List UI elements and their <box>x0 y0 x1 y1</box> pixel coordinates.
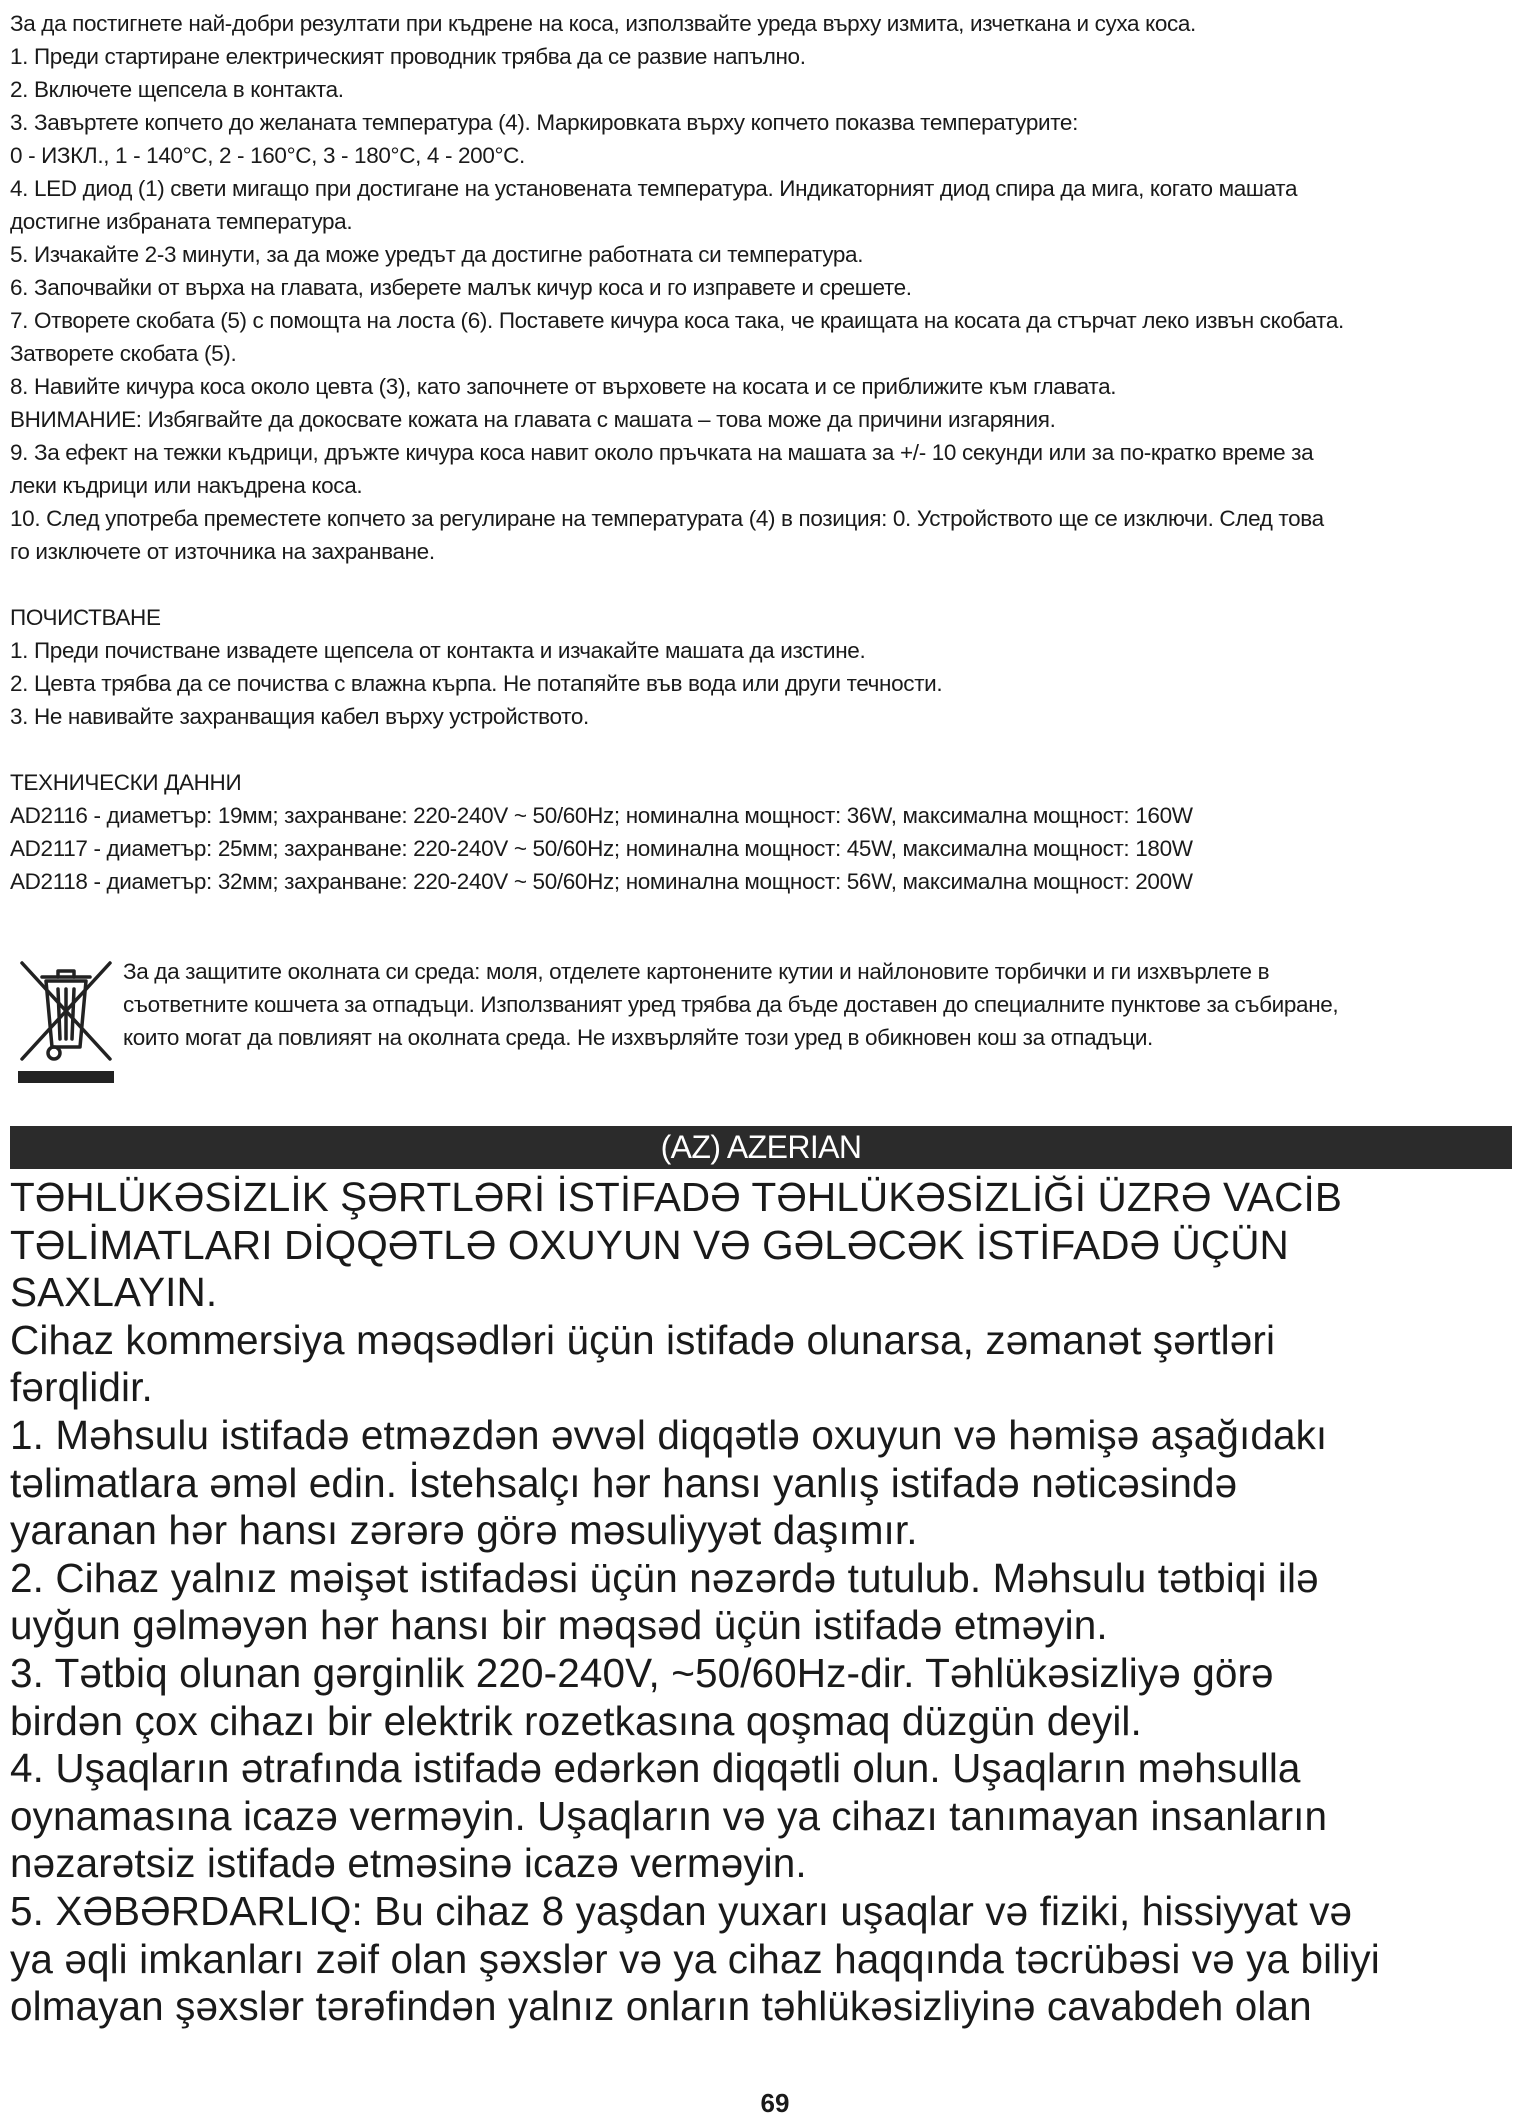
weee-line: За да защитите околната си среда: моля, отделете картонените кутии и найлоновите торбички и ги изхвърлете в <box>123 959 1270 984</box>
az-line: fərqlidir. <box>10 1364 153 1411</box>
az-line: olmayan şəxslər tərəfindən yalnız onların təhlükəsizliyinə cavabdeh olan <box>10 1983 1312 2030</box>
cleaning-line: 1. Преди почистване извадете щепсела от контакта и изчакайте машата да изстине. <box>10 638 866 663</box>
az-line: SAXLAYIN. <box>10 1269 218 1316</box>
az-line: birdən çox cihazı bir elektrik rozetkasına qoşmaq düzgün deyil. <box>10 1697 1142 1744</box>
tech-line: AD2118 - диаметър: 32мм; захранване: 220-240V ~ 50/60Hz; номинална мощност: 56W, максимална мощност: 200W <box>10 869 1193 894</box>
cleaning-line: 3. Не навивайте захранващия кабел върху устройството. <box>10 704 589 729</box>
az-line: 4. Uşaqların ətrafında istifadə edərkən diqqətli olun. Uşaqların məhsulla <box>10 1745 1301 1792</box>
bg-step-line: 6. Започвайки от върха на главата, изберете малък кичур коса и го изправете и срешете. <box>10 275 912 300</box>
az-line: TƏLİMATLARI DİQQƏTLƏ OXUYUN VƏ GƏLƏCƏK İSTİFADƏ ÜÇÜN <box>10 1221 1289 1268</box>
cleaning-heading: ПОЧИСТВАНЕ <box>10 605 161 630</box>
weee-line: които могат да повлияят на околната среда. Не изхвърляйте този уред в обикновен кош за отпадъци. <box>123 1025 1153 1050</box>
bg-intro: За да постигнете най-добри резултати при къдрене на коса, използвайте уреда върху измита, изчеткана и суха коса. <box>10 11 1196 36</box>
bg-step-line: 1. Преди стартиране електрическият проводник трябва да се развие напълно. <box>10 44 806 69</box>
bg-step-line: го изключете от източника на захранване. <box>10 539 435 564</box>
tech-line: AD2117 - диаметър: 25мм; захранване: 220-240V ~ 50/60Hz; номинална мощност: 45W, максимална мощност: 180W <box>10 836 1193 861</box>
az-line: uyğun gəlməyən hər hansı bir məqsəd üçün istifadə etməyin. <box>10 1602 1108 1649</box>
az-line: oynamasına icazə verməyin. Uşaqların və ya cihazı tanımayan insanların <box>10 1792 1328 1839</box>
crossed-out-wheelie-bin-icon <box>14 955 118 1087</box>
az-line: TƏHLÜKƏSİZLİK ŞƏRTLƏRİ İSTİFADƏ TƏHLÜKƏSİZLİĞİ ÜZRƏ VACİB <box>10 1174 1342 1220</box>
weee-text <box>123 955 1508 1054</box>
az-line: 5. XƏBƏRDARLIQ: Bu cihaz 8 yaşdan yuxarı uşaqlar və fiziki, hissiyyat və <box>10 1887 1353 1934</box>
az-line: 2. Cihaz yalnız məişət istifadəsi üçün nəzərdə tutulub. Məhsulu tətbiqi ilə <box>10 1554 1319 1601</box>
az-line: 3. Tətbiq olunan gərginlik 220-240V, ~50/60Hz-dir. Təhlükəsizliyə görə <box>10 1649 1274 1696</box>
tech-heading: ТЕХНИЧЕСКИ ДАННИ <box>10 770 242 795</box>
az-instructions <box>10 1174 1510 2031</box>
bg-step-line: 3. Завъртете копчето до желаната температура (4). Маркировката върху копчето показва температурите: <box>10 110 1078 135</box>
az-line: nəzarətsiz istifadə etməsinə icazə verməyin. <box>10 1840 807 1887</box>
bg-step-line: 0 - ИЗКЛ., 1 - 140°C, 2 - 160°C, 3 - 180°C, 4 - 200°C. <box>10 143 525 168</box>
cleaning-line: 2. Цевта трябва да се почиства с влажна кърпа. Не потапяйте във вода или други течности. <box>10 671 943 696</box>
bg-step-line: леки къдрици или накъдрена коса. <box>10 473 363 498</box>
az-line: 1. Məhsulu istifadə etməzdən əvvəl diqqətlə oxuyun və həmişə aşağıdakı <box>10 1411 1328 1458</box>
bg-step-line: 7. Отворете скобата (5) с помощта на лоста (6). Поставете кичура коса така, че краищата на косата да стърчат леко извън скобата. <box>10 308 1344 333</box>
language-banner: (AZ) AZERIAN <box>10 1126 1512 1169</box>
bg-step-line: 9. За ефект на тежки къдрици, дръжте кичура коса навит около пръчката на машата за +/- 10 секунди или за по-кратко време за <box>10 440 1314 465</box>
az-line: ya əqli imkanları zəif olan şəxslər və ya cihaz haqqında təcrübəsi və ya biliyi <box>10 1935 1380 1982</box>
az-line: Cihaz kommersiya məqsədləri üçün istifadə olunarsa, zəmanət şərtləri <box>10 1316 1276 1363</box>
bg-step-line: достигне избраната температура. <box>10 209 353 234</box>
tech-line: AD2116 - диаметър: 19мм; захранване: 220-240V ~ 50/60Hz; номинална мощност: 36W, максимална мощност: 160W <box>10 803 1193 828</box>
az-line: təlimatlara əməl edin. İstehsalçı hər hansı yanlış istifadə nəticəsində <box>10 1459 1238 1506</box>
bg-step-line: 5. Изчакайте 2-3 минути, за да може уредът да достигне работната си температура. <box>10 242 864 267</box>
az-line: yaranan hər hansı zərərə görə məsuliyyət daşımır. <box>10 1507 918 1554</box>
page-number: 69 <box>760 2088 790 2118</box>
bg-step-line: 2. Включете щепсела в контакта. <box>10 77 344 102</box>
bg-step-line: Затворете скобата (5). <box>10 341 237 366</box>
weee-notice <box>10 955 1510 1095</box>
bg-step-line: 4. LED диод (1) свети мигащо при достигане на установената температура. Индикаторният диод спира да мига, когато машата <box>10 176 1298 201</box>
weee-line: съответните кошчета за отпадъци. Използваният уред трябва да бъде доставен до специалните пунктове за събиране, <box>123 992 1339 1017</box>
bg-step-line: 8. Навийте кичура коса около цевта (3), като започнете от върховете на косата и се приближите към главата. <box>10 374 1117 399</box>
bg-instructions <box>10 7 1510 898</box>
bg-step-line: 10. След употреба преместете копчето за регулиране на температурата (4) в позиция: 0. Устройството ще се изключи. След това <box>10 506 1324 531</box>
bg-step-line: ВНИМАНИЕ: Избягвайте да докосвате кожата на главата с машата – това може да причини изгаряния. <box>10 407 1056 432</box>
